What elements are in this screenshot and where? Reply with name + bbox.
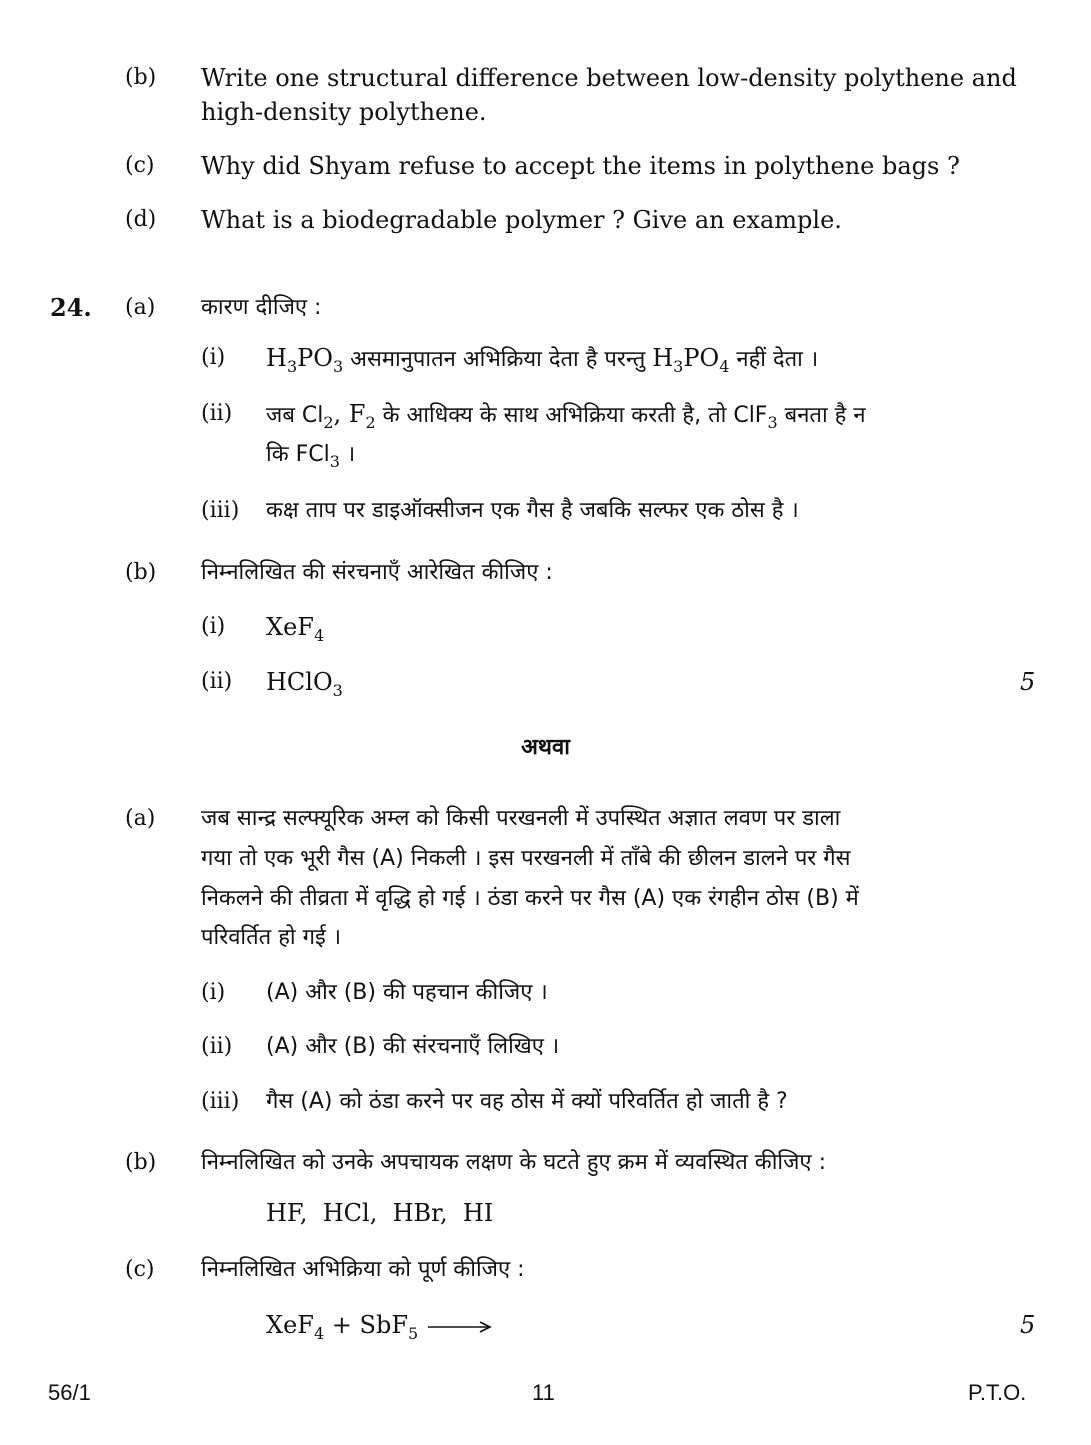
q24-marks: 5	[1020, 668, 1036, 696]
q24-b-i-label: (i)	[201, 614, 226, 639]
alt-a-ii-label: (ii)	[201, 1034, 233, 1059]
q24-b-ii-formula: HClO$_3$	[266, 668, 343, 700]
q24-a-iii-label: (iii)	[201, 498, 240, 523]
alt-a-ii-text: (A) और (B) की संरचनाएँ लिखिए ।	[266, 1034, 560, 1059]
reaction-arrow-icon	[426, 1320, 492, 1334]
alt-a-line1: जब सान्द्र सल्फ्यूरिक अम्ल को किसी परखनली में उपस्थित अज्ञात लवण पर डाला	[201, 806, 841, 831]
question-number: 24.	[50, 293, 92, 322]
q24-b-i-formula: XeF$_4$	[266, 613, 325, 645]
part-b-line1: Write one structural difference between low-density polythene and	[201, 64, 1017, 92]
q24-a-i-text: $H_3PO_3$ असमानुपातन अभिक्रिया देता है परन्तु $H_3PO_4$ नहीं देता ।	[266, 344, 819, 376]
q24-b-label: (b)	[125, 560, 157, 585]
part-b-label: (b)	[125, 65, 157, 90]
alt-c-label: (c)	[125, 1257, 155, 1282]
alt-c-text: निम्नलिखित अभिक्रिया को पूर्ण कीजिए :	[201, 1257, 525, 1282]
part-d-label: (d)	[125, 207, 157, 232]
part-d-text: What is a biodegradable polymer ? Give an example.	[201, 206, 842, 234]
alt-a-i-text: (A) और (B) की पहचान कीजिए ।	[266, 980, 548, 1005]
part-c-text: Why did Shyam refuse to accept the items in polythene bags ?	[201, 152, 960, 180]
alt-b-text: निम्नलिखित को उनके अपचायक लक्षण के घटते हुए क्रम में व्यवस्थित कीजिए :	[201, 1150, 826, 1175]
alt-a-i-label: (i)	[201, 980, 226, 1005]
q24-a-ii-line1: जब $Cl_2$, $F_2$ के आधिक्य के साथ अभिक्रिया करती है, तो ClF$_3$ बनता है न	[266, 400, 866, 432]
part-c-label: (c)	[125, 153, 155, 178]
alt-b-label: (b)	[125, 1150, 157, 1175]
alt-a-label: (a)	[125, 806, 156, 831]
alt-a-iii-label: (iii)	[201, 1089, 240, 1114]
paper-code: 56/1	[48, 1380, 91, 1405]
q24-a-label: (a)	[125, 295, 156, 320]
alt-a-iii-text: गैस (A) को ठंडा करने पर वह ठोस में क्यों परिवर्तित हो जाती है ?	[266, 1089, 788, 1114]
alt-a-line4: परिवर्तित हो गई ।	[201, 925, 342, 950]
alt-marks: 5	[1020, 1311, 1036, 1339]
part-b-line2: high-density polythene.	[201, 98, 487, 126]
q24-a-ii-label: (ii)	[201, 401, 233, 426]
or-heading: अथवा	[521, 735, 570, 760]
alt-a-line2: गया तो एक भूरी गैस (A) निकली । इस परखनली में ताँबे की छीलन डालने पर गैस	[201, 846, 851, 871]
pto-label: P.T.O.	[968, 1380, 1027, 1405]
alt-c-reaction: XeF$_4$ + SbF$_5$	[266, 1308, 492, 1342]
q24-a-i-label: (i)	[201, 345, 226, 370]
q24-a-ii-line2: कि FCl$_3$ ।	[266, 442, 356, 471]
q24-a-heading: कारण दीजिए :	[201, 295, 322, 320]
page-number: 11	[532, 1380, 555, 1405]
alt-a-line3: निकलने की तीव्रता में वृद्धि हो गई । ठंडा करने पर गैस (A) एक रंगहीन ठोस (B) में	[201, 886, 859, 911]
alt-b-list: HF, HCl, HBr, HI	[266, 1199, 494, 1227]
q24-b-heading: निम्नलिखित की संरचनाएँ आरेखित कीजिए :	[201, 560, 553, 585]
q24-b-ii-label: (ii)	[201, 669, 233, 694]
q24-a-iii-text: कक्ष ताप पर डाइऑक्सीजन एक गैस है जबकि सल्फर एक ठोस है ।	[266, 498, 799, 523]
